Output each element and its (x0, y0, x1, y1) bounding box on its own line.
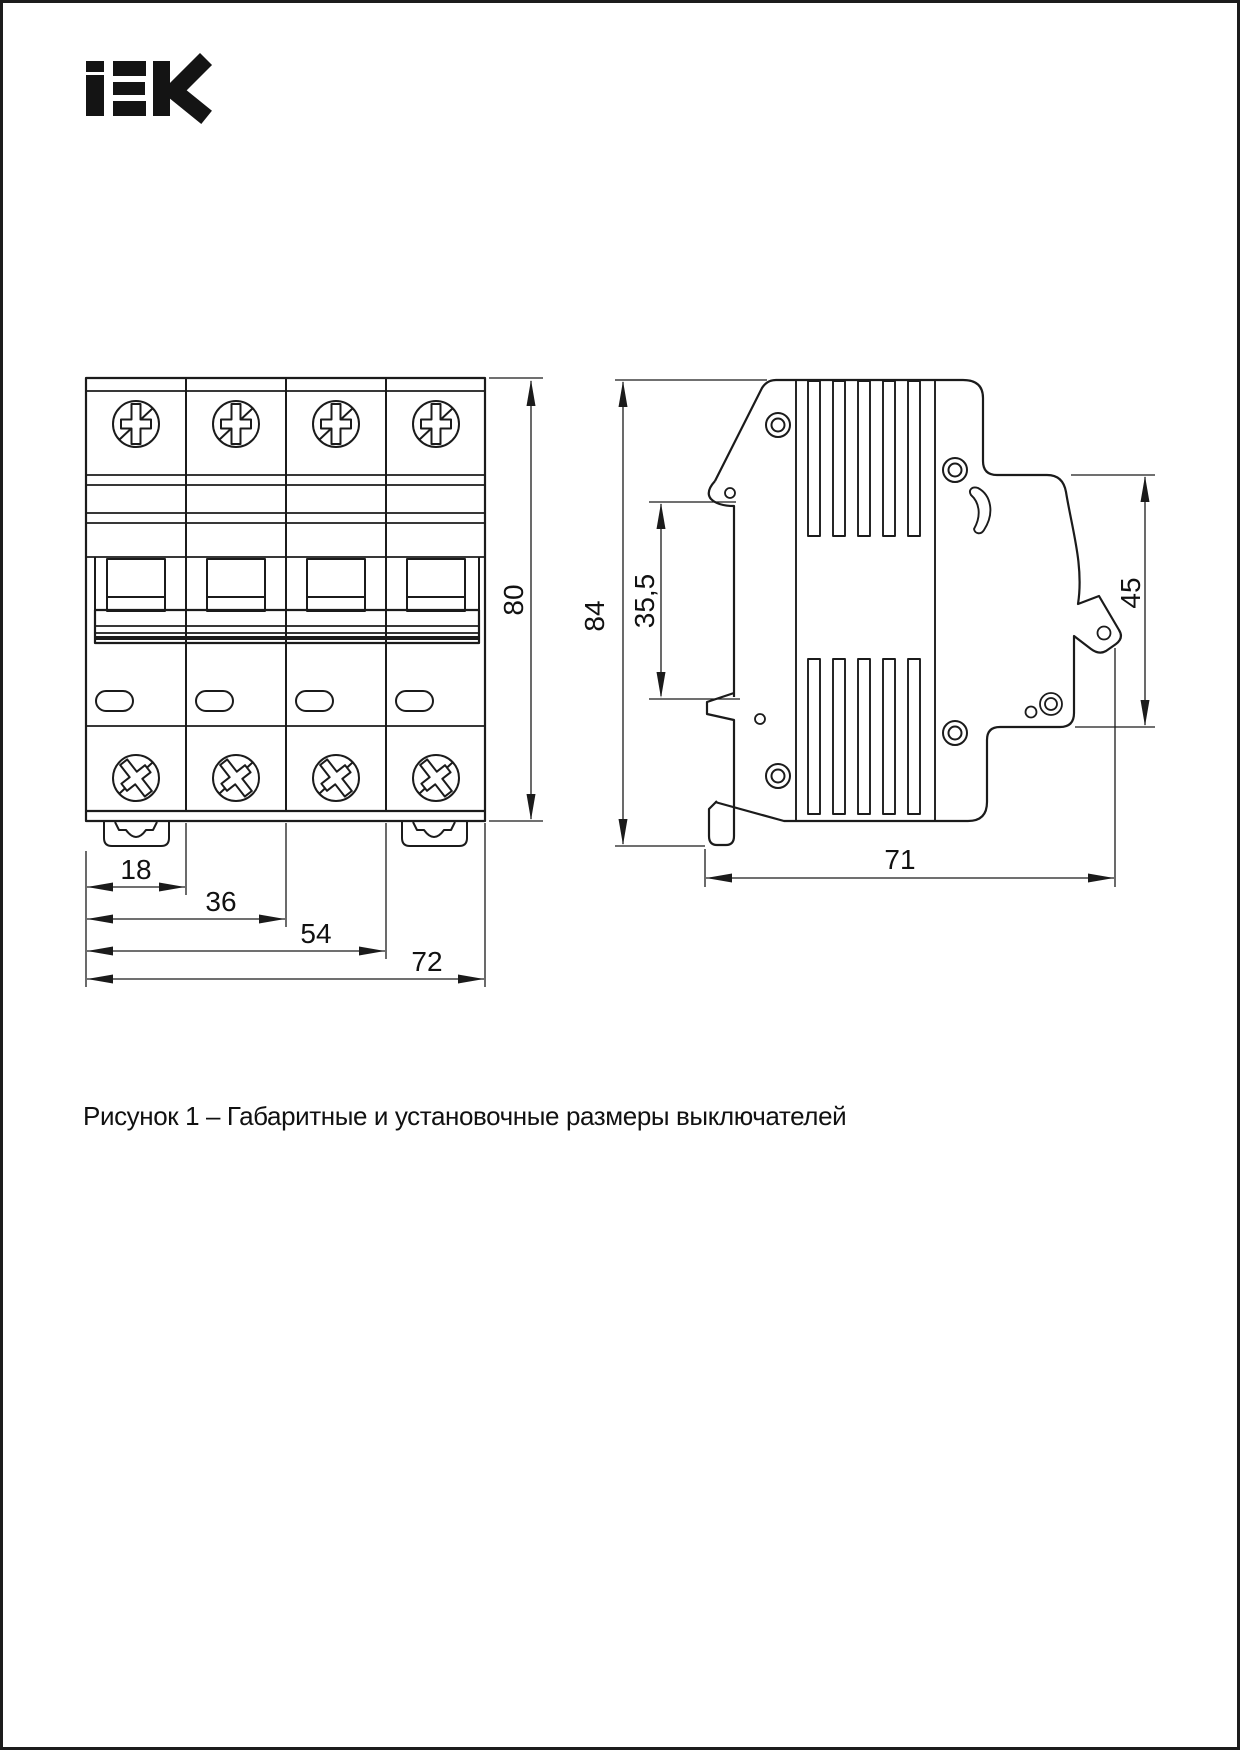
front-view-dimensions (86, 378, 543, 987)
screw-icon (112, 753, 160, 803)
screw-icon (413, 401, 459, 447)
din-clip (402, 821, 467, 846)
dim-label-54: 54 (300, 918, 332, 949)
case-rivets (766, 413, 1062, 788)
dim-label-72: 72 (411, 946, 443, 977)
screw-icon (213, 401, 259, 447)
curved-slot (970, 487, 990, 533)
figure-caption: Рисунок 1 – Габаритные и установочные размеры выключателей (83, 1101, 847, 1131)
iek-logo (86, 61, 200, 116)
side-view-dimensions (579, 380, 1155, 887)
screw-icon (312, 753, 360, 803)
rivet-icon (766, 764, 790, 788)
side-view-drawing (707, 380, 1121, 845)
lever-hole (1098, 627, 1111, 640)
dim-label-36: 36 (205, 886, 237, 917)
screw-icon (212, 753, 260, 803)
dim-label-35-5: 35,5 (629, 573, 660, 629)
screw-icon (412, 753, 460, 803)
rivet-icon (943, 721, 967, 745)
screw-icon (313, 401, 359, 447)
front-view-drawing (86, 378, 485, 846)
dim-label-84: 84 (579, 600, 610, 632)
dim-label-71: 71 (884, 844, 916, 875)
vent-ribs (796, 380, 935, 821)
dim-label-18: 18 (120, 854, 152, 885)
dim-label-45: 45 (1115, 577, 1146, 609)
dim-label-80: 80 (498, 584, 529, 616)
label-windows (96, 691, 433, 711)
din-clip (104, 821, 169, 846)
module-dividers (186, 378, 386, 811)
rivet-icon (766, 413, 790, 437)
screw-icon (113, 401, 159, 447)
technical-drawing (3, 3, 1237, 1747)
rivet-icon (943, 458, 967, 482)
